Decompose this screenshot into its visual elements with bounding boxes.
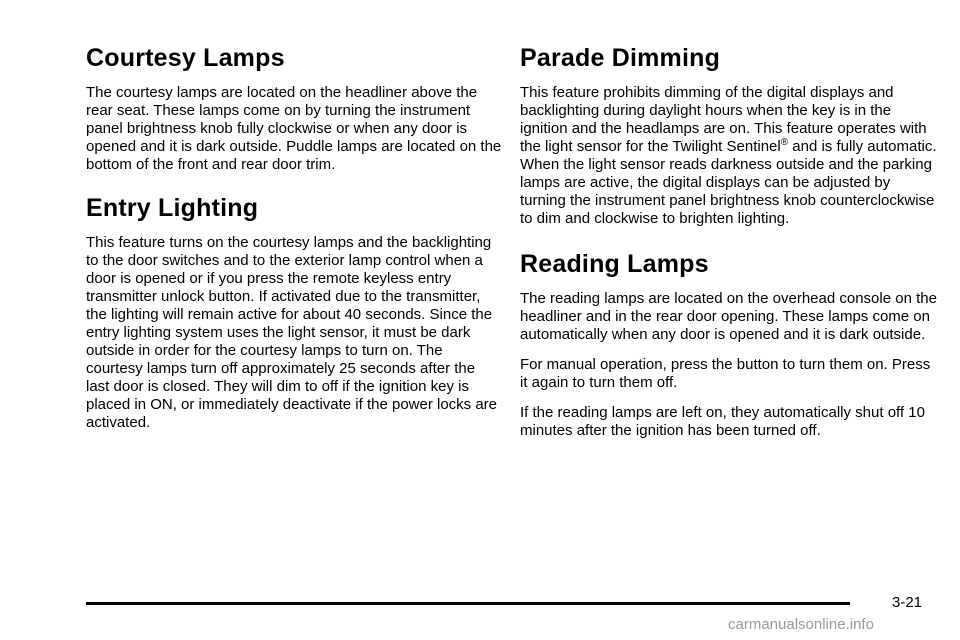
parade-dimming-text-a: This feature prohibits dimming of the digital displays and backlighting during daylight hours when the key is in the ignition and the headlamps are on. This feature operates with the light sensor for the Twilight Sentinel	[520, 84, 927, 155]
reading-lamps-heading: Reading Lamps	[520, 250, 709, 278]
watermark-text: carmanualsonline.info	[728, 616, 874, 633]
registered-mark: ®	[780, 137, 789, 148]
page-number: 3-21	[892, 594, 923, 611]
courtesy-lamps-heading: Courtesy Lamps	[86, 44, 285, 72]
parade-dimming-heading: Parade Dimming	[520, 44, 721, 72]
parade-dimming-paragraph	[520, 84, 940, 228]
parade-dimming-section	[520, 42, 940, 228]
left-column	[86, 42, 502, 444]
reading-lamps-paragraph-1: The reading lamps are located on the overhead console on the headliner and in the rear door opening. These lamps come on automatically when any door is opened and it is dark outside.	[520, 290, 937, 343]
entry-lighting-section	[86, 192, 502, 432]
entry-lighting-paragraph: This feature turns on the courtesy lamps and the backlighting to the door switches and to the exterior lamp control when a door is opened or if you press the remote keyless entry transmitter unlock button. If activated due to the transmitter, the lighting will remain active for about 40 seconds. Since the entry lighting system uses the light sensor, it must be dark outside in order for the courtesy lamps to turn on. The courtesy lamps turn off approximately 25 seconds after the last door is closed. They will dim to off if the ignition key is placed in ON, or immediately deactivate if the power locks are activated.	[86, 234, 498, 431]
entry-lighting-heading: Entry Lighting	[86, 194, 259, 222]
parade-dimming-text-b: and is fully automatic. When the light sensor reads darkness outside and the parking lamps are active, the digital displays can be adjusted by turning the instrument panel brightness knob counterclockwise to dim and clockwise to brighten lighting.	[520, 138, 937, 227]
reading-lamps-paragraph-3: If the reading lamps are left on, they automatically shut off 10 minutes after the ignition has been turned off.	[520, 404, 925, 439]
courtesy-lamps-section	[86, 42, 502, 174]
reading-lamps-paragraph-2: For manual operation, press the button to turn them on. Press it again to turn them off.	[520, 356, 931, 391]
right-column	[520, 42, 940, 452]
footer-rule	[86, 602, 850, 605]
reading-lamps-section	[520, 248, 940, 440]
courtesy-lamps-paragraph: The courtesy lamps are located on the headliner above the rear seat. These lamps come on by turning the instrument panel brightness knob fully clockwise or when any door is opened and it is dark outside. Puddle lamps are located on the bottom of the front and rear door trim.	[86, 84, 502, 173]
